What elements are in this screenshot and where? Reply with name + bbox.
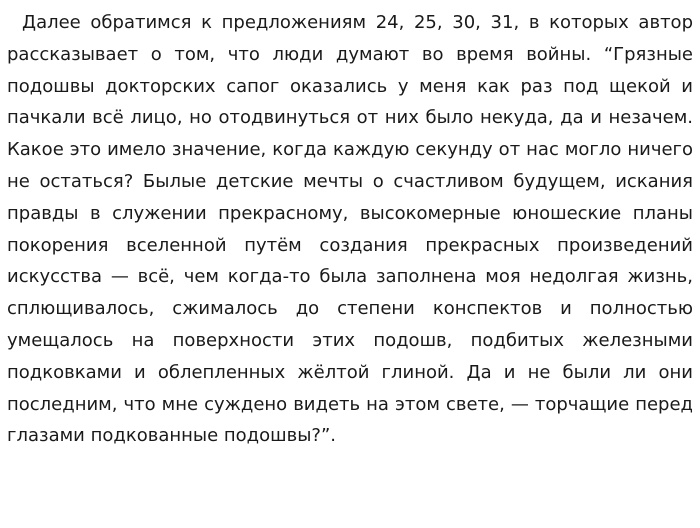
document-body [7,7,693,452]
essay-paragraph: Далее обратимся к предложениям 24, 25, 30, 31, в которых автор рассказывает о том, что люди думают во время войны. “Грязные подошвы докторских сапог оказались у меня как раз под щекой и пачкали всё лицо, но отодвинуться от них было некуда, да и незачем. Какое это имело значение, когда каждую секунду от нас могло ничего не остаться? Былые детские мечты о счастливом будущем, искания правды в служении прекрасному, высокомерные юношеские планы покорения вселенной путём создания прекрасных произведений искусства — всё, чем когда-то была заполнена моя недолгая жизнь, сплющивалось, сжималось до степени конспектов и полностью умещалось на поверхности этих подошв, подбитых железными подковками и облепленных жёлтой глиной. Да и не были ли они последним, что мне суждено видеть на этом свете, — торчащие перед глазами подкованные подошвы?”. [7,12,693,447]
